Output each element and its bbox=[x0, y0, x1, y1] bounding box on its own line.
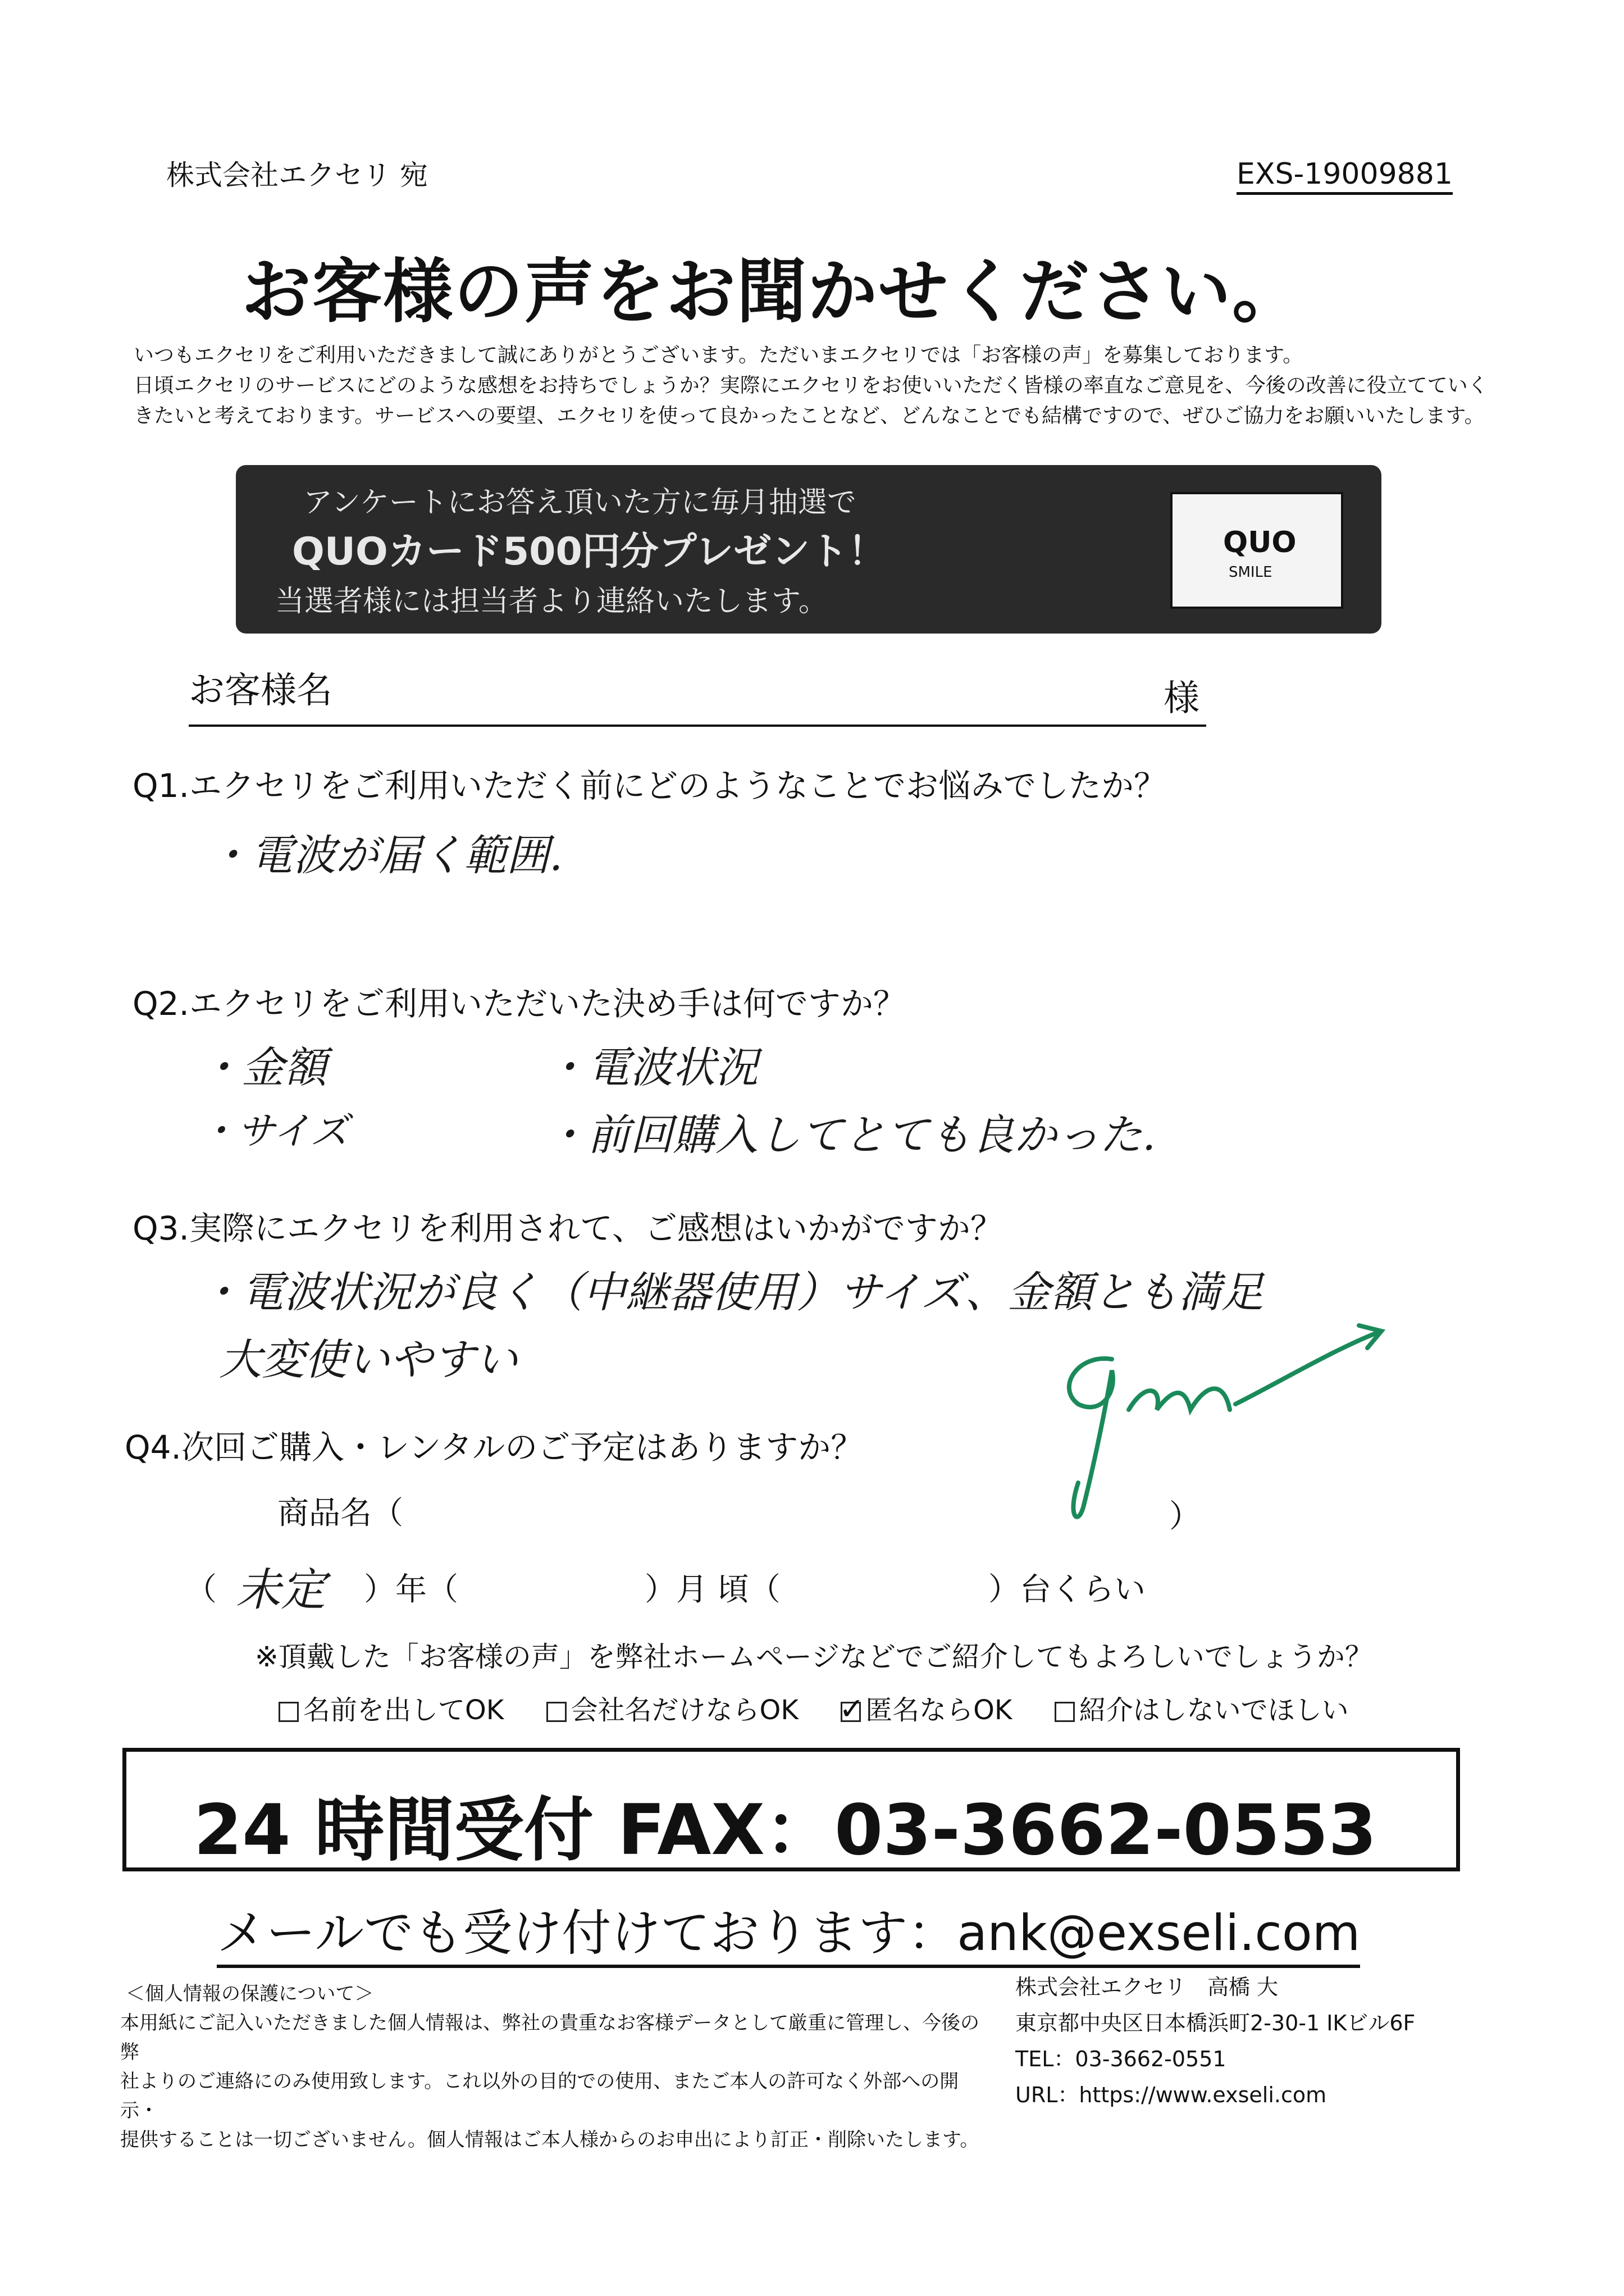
company-tel: TEL：03-3662-0551 bbox=[1015, 2047, 1226, 2071]
privacy-title: ＜個人情報の保護について＞ bbox=[126, 1983, 374, 2005]
mail-address[interactable]: メールでも受け付けております：ank@exseli.com bbox=[217, 1894, 1360, 1968]
customer-name-line[interactable] bbox=[189, 725, 1206, 727]
year-open-paren: （ bbox=[185, 1571, 217, 1608]
intro-line: いつもエクセリをご利用いただきまして誠にありがとうございます。ただいまエクセリでは「お客様の声」を募集しております。 bbox=[134, 344, 1303, 367]
q2-answer-1: ・金額 bbox=[199, 1042, 327, 1092]
privacy-line: 本用紙にご記入いただきました個人情報は、弊社の貴重なお客様データとして厳重に管理し、今後の弊 bbox=[120, 2012, 979, 2063]
addressee: 株式会社エクセリ 宛 bbox=[166, 159, 428, 192]
count-label: ）台くらい bbox=[988, 1571, 1146, 1608]
banner-line2: QUOカード500円分プレゼント！ bbox=[292, 530, 887, 574]
customer-name-suffix: 様 bbox=[1164, 678, 1199, 719]
banner-line1: アンケートにお答え頂いた方に毎月抽選で bbox=[303, 486, 856, 520]
q2-question: Q2.エクセリをご利用いただいた決め手は何ですか？ bbox=[133, 985, 906, 1023]
q3-answer-line2: 大変使いやすい bbox=[219, 1334, 518, 1384]
company-name: 株式会社エクセリ 高橋 大 bbox=[1015, 1975, 1279, 1999]
signature bbox=[1044, 1314, 1393, 1539]
q4-question: Q4.次回ご購入・レンタルのご予定はありますか？ bbox=[125, 1428, 864, 1466]
consent-option-anonymous[interactable] bbox=[839, 1691, 1012, 1726]
q2-answer-2: ・電波状況 bbox=[545, 1042, 758, 1092]
q2-answer-3: ・サイズ bbox=[199, 1109, 349, 1154]
check-mark-icon: ✓ bbox=[839, 1691, 865, 1726]
consent-option-label: 紹介はしないでほしい bbox=[1079, 1694, 1349, 1726]
quo-banner bbox=[236, 465, 1381, 634]
company-address: 東京都中央区日本橋浜町2-30-1 IKビル6F bbox=[1015, 2011, 1416, 2035]
company-block bbox=[1015, 1969, 1415, 2113]
privacy-text bbox=[120, 2008, 996, 2154]
q1-answer: ・電波が届く範囲. bbox=[208, 830, 563, 880]
company-url[interactable]: URL：https://www.exseli.com bbox=[1015, 2083, 1327, 2107]
intro-text bbox=[134, 340, 1521, 431]
checkbox[interactable] bbox=[279, 1702, 299, 1722]
consent-option-label: 名前を出してOK bbox=[303, 1694, 504, 1726]
fax-number: 24 時間受付 FAX：03-3662-0553 bbox=[194, 1790, 1377, 1871]
intro-line: 日頃エクセリのサービスにどのような感想をお持ちでしょうか？実際にエクセリをお使いいただく皆様の率直なご意見を、今後の改善に役立てていく bbox=[134, 374, 1488, 397]
privacy-line: 社よりのご連絡にのみ使用致します。これ以外の目的での使用、またご本人の許可なく外部への開示・ bbox=[120, 2070, 959, 2122]
consent-option-label: 会社名だけならOK bbox=[571, 1694, 799, 1726]
quo-card-label: QUO bbox=[1223, 526, 1297, 559]
q3-answer-line1: ・電波状況が良く（中継器使用）サイズ、金額とも満足 bbox=[199, 1267, 1264, 1317]
checkbox-checked[interactable] bbox=[839, 1691, 865, 1726]
q1-question: Q1.エクセリをご利用いただく前にどのようなことでお悩みでしたか？ bbox=[133, 767, 1166, 805]
quo-card-logo bbox=[1170, 492, 1343, 609]
customer-name-label: お客様名 bbox=[189, 670, 332, 712]
form-id: EXS-19009881 bbox=[1237, 157, 1453, 195]
page-title: お客様の声をお聞かせください。 bbox=[241, 252, 1303, 332]
year-label: ）年（ bbox=[364, 1571, 458, 1608]
consent-option-none[interactable] bbox=[1055, 1694, 1349, 1726]
consent-question: ※頂戴した「お客様の声」を弊社ホームページなどでご紹介してもよろしいでしょうか？ bbox=[255, 1641, 1373, 1673]
checkbox[interactable] bbox=[546, 1702, 567, 1722]
consent-options bbox=[279, 1688, 1349, 1727]
consent-option-company[interactable] bbox=[546, 1694, 799, 1726]
checkbox[interactable] bbox=[1055, 1702, 1075, 1722]
intro-line: きたいと考えております。サービスへの要望、エクセリを使って良かったことなど、どんなことでも結構ですので、ぜひご協力をお願いいたします。 bbox=[134, 404, 1485, 427]
consent-option-name[interactable] bbox=[279, 1694, 504, 1726]
product-name-close: ） bbox=[1169, 1498, 1201, 1535]
product-name-label: 商品名（ bbox=[277, 1495, 403, 1532]
privacy-line: 提供することは一切ございません。個人情報はご本人様からのお申出により訂正・削除いたします。 bbox=[120, 2129, 979, 2151]
consent-option-label: 匿名ならOK bbox=[865, 1694, 1012, 1726]
q3-question: Q3.実際にエクセリを利用されて、ご感想はいかがですか？ bbox=[133, 1209, 1003, 1247]
fax-box bbox=[122, 1748, 1460, 1871]
month-label: ）月 頃（ bbox=[645, 1571, 781, 1608]
q2-answer-4: ・前回購入してとても良かった. bbox=[545, 1110, 1156, 1160]
year-value: 未定 bbox=[236, 1564, 326, 1616]
banner-line3: 当選者様には担当者より連絡いたします。 bbox=[275, 585, 828, 618]
quo-card-sub: SMILE bbox=[1229, 564, 1272, 581]
